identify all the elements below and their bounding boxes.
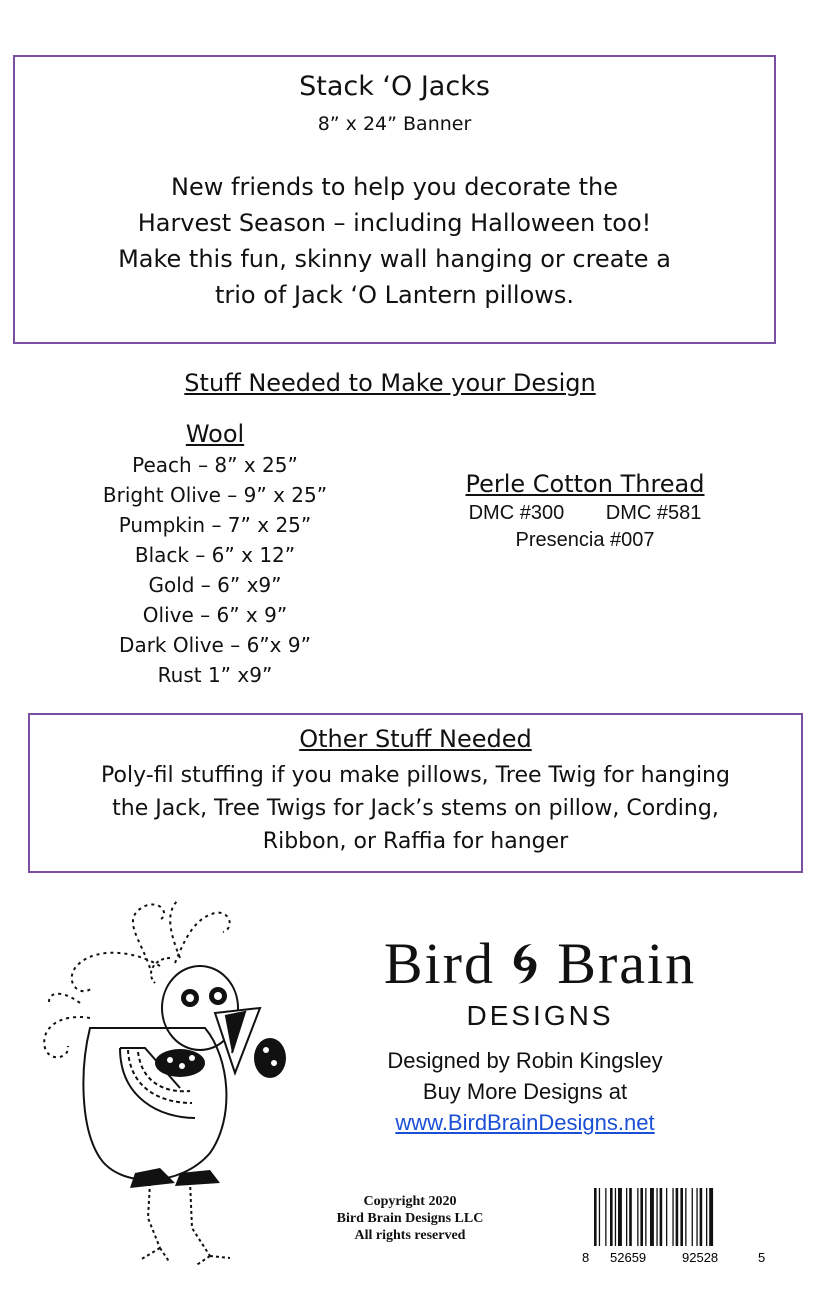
barcode-bar xyxy=(700,1188,703,1246)
barcode-bar xyxy=(618,1188,622,1246)
barcode-bar xyxy=(629,1188,632,1246)
thread-heading: Perle Cotton Thread xyxy=(465,470,705,498)
barcode-bar xyxy=(680,1188,683,1246)
wool-item: Peach – 8” x 25” xyxy=(132,453,298,477)
wool-item: Pumpkin – 7” x 25” xyxy=(118,513,312,537)
wool-item: Olive – 6” x 9” xyxy=(142,603,288,627)
website-link[interactable]: www.BirdBrainDesigns.net xyxy=(395,1110,655,1135)
barcode-bar xyxy=(610,1188,613,1246)
barcode-bar xyxy=(650,1188,654,1246)
copyright-line: Bird Brain Designs LLC xyxy=(336,1211,484,1226)
other-supplies-line: Poly-fil stuffing if you make pillows, Tree Twig for hanging xyxy=(101,763,730,788)
wool-heading: Wool xyxy=(185,420,245,448)
other-supplies-text xyxy=(30,759,801,858)
barcode-bar xyxy=(666,1188,667,1246)
intro-line: Make this fun, skinny wall hanging or create a xyxy=(118,245,671,273)
intro-line: Harvest Season – including Halloween too! xyxy=(137,209,652,237)
thread-item: Presencia #007 xyxy=(515,529,655,551)
wool-item: Dark Olive – 6”x 9” xyxy=(119,633,311,657)
barcode-bar xyxy=(685,1188,686,1246)
barcode-bar xyxy=(640,1188,643,1246)
swirl-icon: 🌀︎ xyxy=(511,931,541,996)
intro-box xyxy=(13,55,776,344)
bird-illustration xyxy=(20,888,320,1288)
wool-list xyxy=(60,420,370,690)
barcode-bars xyxy=(594,1188,713,1246)
barcode-digit: 5 xyxy=(758,1250,766,1265)
copyright-notice xyxy=(300,1193,520,1244)
intro-line: trio of Jack ‘O Lantern pillows. xyxy=(214,281,575,309)
barcode-bar xyxy=(709,1188,713,1246)
barcode-bar xyxy=(615,1188,616,1246)
barcode-bar xyxy=(599,1188,600,1246)
barcode-bar xyxy=(605,1188,606,1246)
copyright-line: Copyright 2020 xyxy=(363,1194,457,1209)
logo-word: Brain xyxy=(557,931,697,996)
thread-list xyxy=(420,470,750,552)
brand-subtitle: DESIGNS xyxy=(466,1000,614,1031)
designer-credit: Designed by Robin Kingsley xyxy=(387,1048,663,1073)
barcode-bar xyxy=(594,1188,597,1246)
other-supplies-line: Ribbon, or Raffia for hanger xyxy=(262,829,569,854)
barcode-digit: 8 xyxy=(582,1250,590,1265)
intro-text xyxy=(15,169,774,313)
other-supplies-heading: Other Stuff Needed xyxy=(299,725,532,753)
wool-item: Gold – 6” x9” xyxy=(148,573,282,597)
pattern-size: 8” x 24” Banner xyxy=(317,113,472,135)
barcode-bar xyxy=(672,1188,673,1246)
other-supplies-box xyxy=(28,713,803,873)
intro-line: New friends to help you decorate the xyxy=(171,173,618,201)
wool-item: Bright Olive – 9” x 25” xyxy=(102,483,328,507)
barcode-bar xyxy=(645,1188,646,1246)
barcode-bar xyxy=(656,1188,657,1246)
barcode-bar xyxy=(676,1188,679,1246)
barcode xyxy=(580,1186,770,1266)
other-supplies-line: the Jack, Tree Twigs for Jack’s stems on pillow, Cording, xyxy=(112,796,719,821)
barcode-digit: 92528 xyxy=(682,1250,719,1265)
designer-info xyxy=(340,1045,710,1138)
pattern-title: Stack ‘O Jacks xyxy=(299,71,490,102)
barcode-bar xyxy=(626,1188,627,1246)
thread-item: DMC #581 xyxy=(605,502,702,524)
barcode-bar xyxy=(696,1188,697,1246)
barcode-digit: 52659 xyxy=(610,1250,647,1265)
logo-word: Bird xyxy=(383,931,495,996)
brand-logo xyxy=(360,930,720,998)
copyright-line: All rights reserved xyxy=(354,1228,466,1243)
wool-item: Rust 1” x9” xyxy=(157,663,273,687)
wool-item: Black – 6” x 12” xyxy=(134,543,296,567)
thread-item: DMC #300 xyxy=(468,502,565,524)
barcode-bar xyxy=(637,1188,638,1246)
materials-heading: Stuff Needed to Make your Design xyxy=(184,369,596,397)
barcode-bar xyxy=(706,1188,707,1246)
barcode-bar xyxy=(692,1188,693,1246)
barcode-bar xyxy=(660,1188,663,1246)
buy-more-text: Buy More Designs at xyxy=(422,1079,628,1104)
